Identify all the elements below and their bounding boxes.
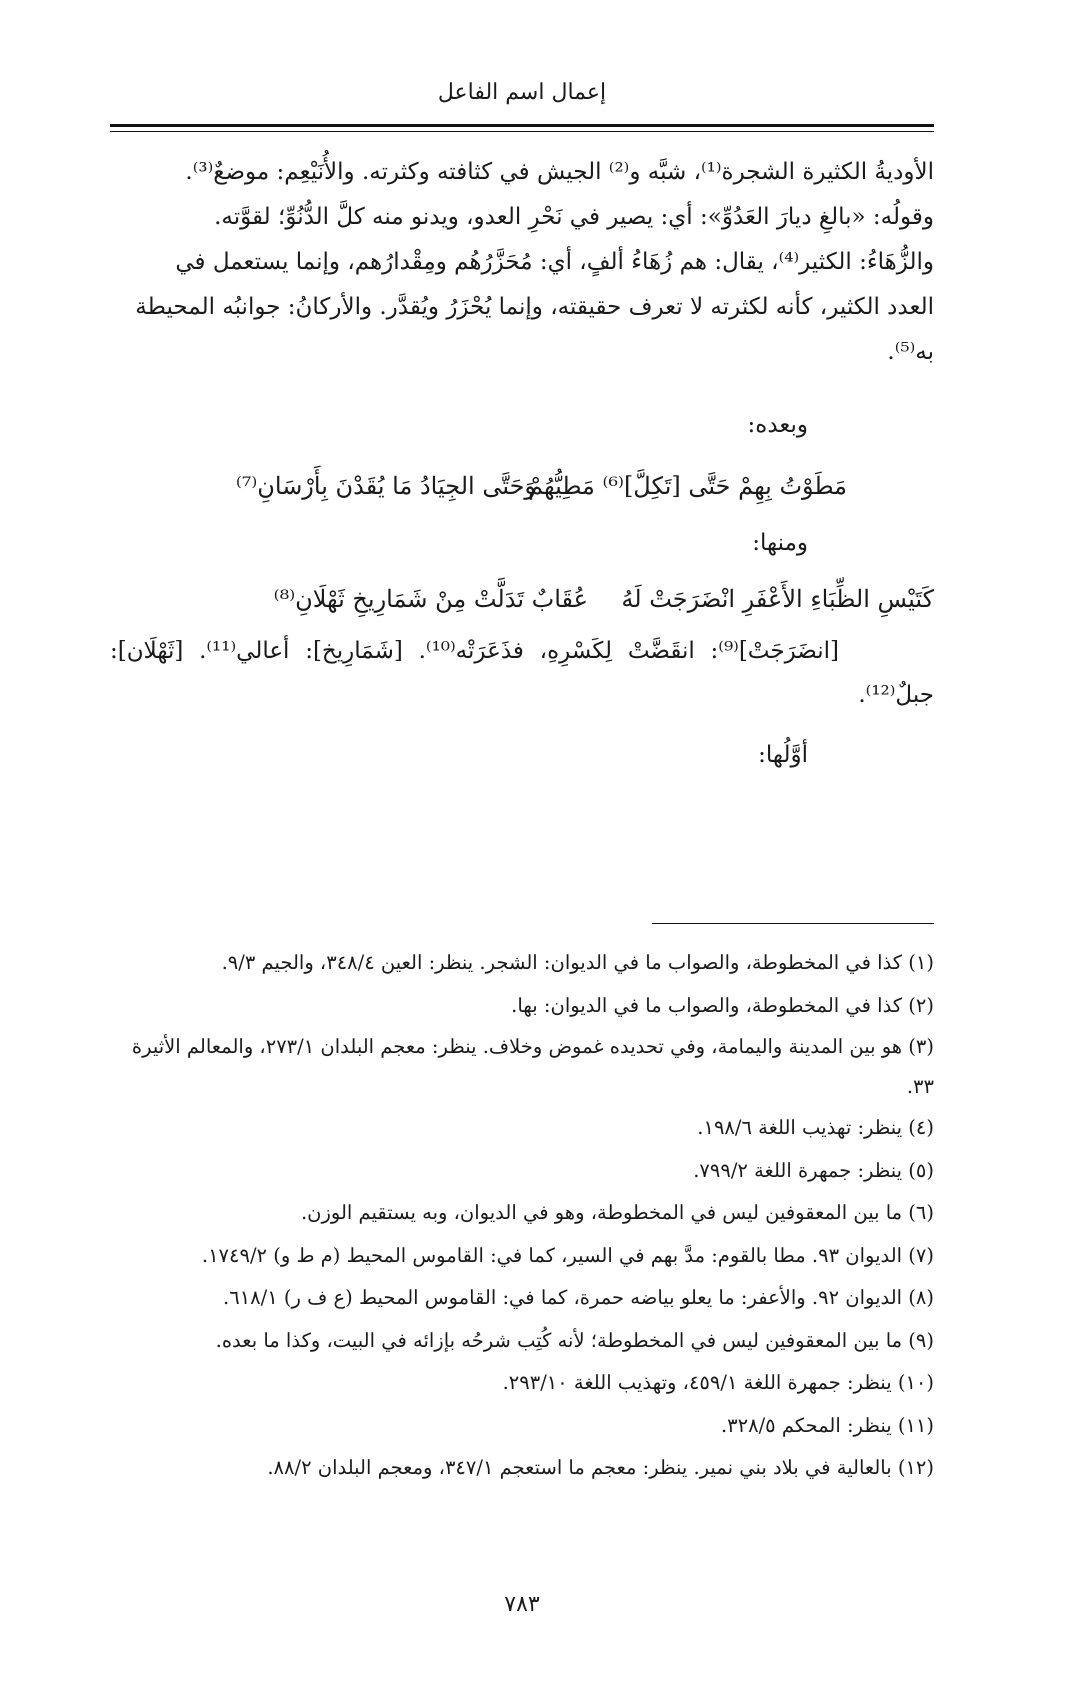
header-rule-thin bbox=[110, 131, 934, 132]
footnote: (٢) كذا في المخطوطة، والصواب ما في الديوان: بها. bbox=[511, 993, 934, 1017]
text-line: العدد الكثير، كأنه لكثرته لا تعرف حقيقته، وإنما يُحْزَرُ ويُقدَّر. والأركانُ: جوانبُه المحيطة bbox=[135, 294, 934, 320]
verse1-first-hemistich: مَطَوْتُ بِهِمْ حَتَّى [تَكِلَّ]⁽⁶⁾ مَطِيُّهُمْ bbox=[528, 472, 847, 500]
label-after: وبعده: bbox=[747, 412, 808, 438]
text-line: والزُّهَاءُ: الكثير⁽⁴⁾، يقال: هم زُهَاءُ ألفٍ، أي: مُحَزَّرُهُم ومِقْدارُهم، وإنما يستعمل في bbox=[175, 249, 934, 275]
footnote: (١١) ينظر: المحكم ٣٢٨/٥. bbox=[720, 1413, 934, 1437]
footnote: (٩) ما بين المعقوفين ليس في المخطوطة؛ لأنه كُتِب شرحُه بإزائه في البيت، وكذا ما بعده. bbox=[215, 1328, 934, 1352]
text-line: وقولُه: «بالغِ ديارَ العَدُوِّ»: أي: يصير في نَحْرِ العدو، ويدنو منه كلَّ الدُّنُوِّ؛ لقوَّته. bbox=[214, 204, 934, 230]
verse2-second-hemistich: عُقَابٌ تَدَلَّتْ مِنْ شَمَارِيخِ ثَهْلَانِ⁽⁸⁾ bbox=[273, 585, 588, 613]
verse2-first-hemistich: كَتَيْسِ الظِّبَاءِ الأَعْفَرِ انْضَرَجَتْ لَهُ bbox=[621, 585, 934, 613]
running-title: إعمال اسم الفاعل bbox=[437, 80, 607, 105]
footnote: (١) كذا في المخطوطة، والصواب ما في الديوان: الشجر. ينظر: العين ٣٤٨/٤، والجيم ٩/٣. bbox=[221, 951, 934, 974]
footnote-separator bbox=[652, 923, 934, 924]
text-line: الأوديةُ الكثيرة الشجرة⁽¹⁾، شبَّه و⁽²⁾ الجيش في كثافته وكثرته. والأُنَيْعِم: موضعٌ⁽³⁾. bbox=[185, 159, 934, 185]
footnote: (٦) ما بين المعقوفين ليس في المخطوطة، وهو في الديوان، وبه يستقيم الوزن. bbox=[300, 1201, 934, 1224]
text-line: به⁽⁵⁾. bbox=[887, 339, 934, 365]
footnote: (١٠) ينظر: جمهرة اللغة ٤٥٩/١، وتهذيب اللغة ٢٩٣/١٠. bbox=[502, 1371, 934, 1394]
gloss-line: [انضَرَجَتْ]⁽⁹⁾: انقَضَّتْ لِكَسْرِهِ، فذَعَرَتْه⁽¹⁰⁾. [شَمَارِيخ]: أعالي⁽¹¹⁾. [ثَهْلَان]: bbox=[110, 638, 839, 664]
header-rule-thick bbox=[110, 124, 934, 127]
gloss-line: جبلٌ⁽¹²⁾. bbox=[858, 682, 934, 708]
footnote: (٥) ينظر: جمهرة اللغة ٧٩٩/٢. bbox=[693, 1158, 934, 1182]
verse1-second-hemistich: وَحَتَّى الجِيَادُ مَا يُقَدْنَ بِأَرْسَانِ⁽⁷⁾ bbox=[235, 472, 536, 500]
footnote: (٨) الديوان ٩٢. والأعفر: ما يعلو بياضه حمرة، كما في: القاموس المحيط (ع ف ر) ٦١٨/١. bbox=[223, 1286, 934, 1309]
footnote: (٤) ينظر: تهذيب اللغة ١٩٨/٦. bbox=[697, 1116, 934, 1139]
main-paragraph bbox=[110, 150, 934, 375]
footnote: (١٢) بالعالية في بلاد بني نمير. ينظر: معجم ما استعجم ٣٤٧/١، ومعجم البلدان ٨٨/٢. bbox=[267, 1456, 934, 1479]
page-number: ٧٨٣ bbox=[504, 1592, 540, 1617]
footnotes bbox=[110, 942, 934, 1490]
label-first: أوَّلُها: bbox=[758, 742, 808, 768]
footnote: (٧) الديوان ٩٣. مطا بالقوم: مدَّ بهم في السير، كما في: القاموس المحيط (م ط و) ١٧٤٩/٢. bbox=[201, 1243, 934, 1267]
label-among: ومنها: bbox=[752, 530, 808, 556]
footnote: (٣) هو بين المدينة واليمامة، وفي تحديده غموض وخلاف. ينظر: معجم البلدان ٢٧٣/١، والمعالم الأثيرة ٣٣. bbox=[131, 1035, 934, 1098]
